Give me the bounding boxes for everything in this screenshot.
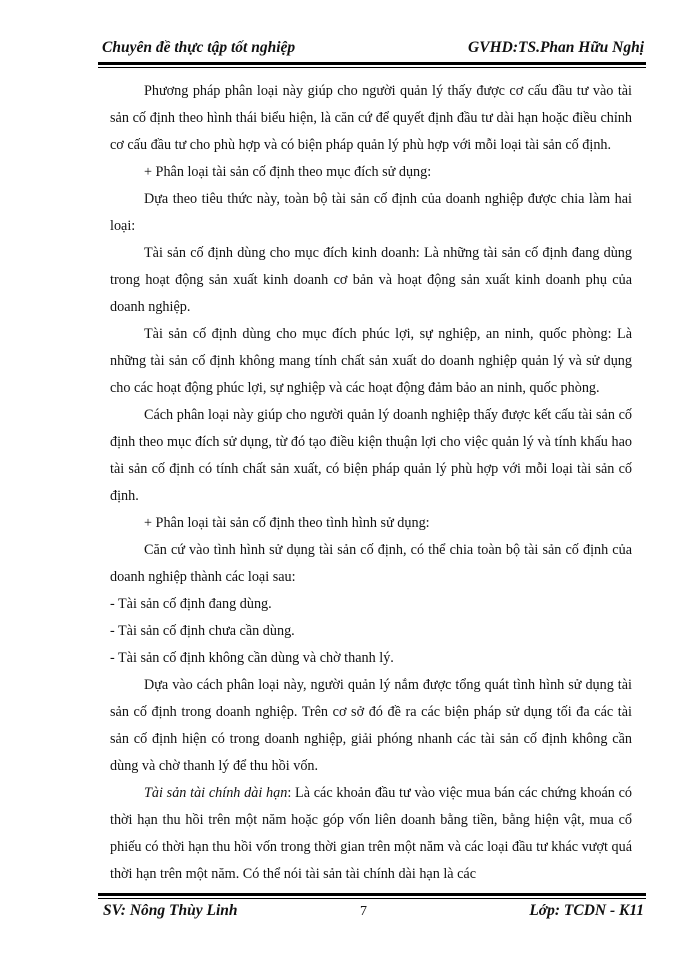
paragraph: Tài sản cố định dùng cho mục đích phúc lợi, sự nghiệp, an ninh, quốc phòng: Là những tài sản cố định không mang tính chất sản xuất do doanh nghiệp quản lý và sử dụng cho các hoạt động phúc lợi, sự nghiệp và các hoạt động đảm bảo an ninh, quốc phòng. bbox=[110, 326, 632, 396]
document-body bbox=[110, 78, 632, 888]
footer-student: SV: Nông Thùy Linh bbox=[103, 902, 238, 919]
paragraph bbox=[110, 780, 632, 888]
paragraph: Cách phân loại này giúp cho người quản lý doanh nghiệp thấy được kết cấu tài sản cố định theo mục đích sử dụng, từ đó tạo điều kiện thuận lợi cho việc quản lý và tính khấu hao tài sản cố định có tính chất sản xuất, có biện pháp quản lý phù hợp với mỗi loại tài sản cố định. bbox=[110, 407, 632, 504]
paragraph: Căn cứ vào tình hình sử dụng tài sản cố định, có thể chia toàn bộ tài sản cố định của doanh nghiệp thành các loại sau: bbox=[110, 542, 632, 585]
list-item: - Tài sản cố định chưa cần dùng. bbox=[110, 623, 295, 639]
list-item: - Tài sản cố định không cần dùng và chờ thanh lý. bbox=[110, 650, 394, 666]
header-title: Chuyên đề thực tập tốt nghiệp bbox=[102, 39, 296, 56]
footer-divider bbox=[98, 893, 646, 899]
page-header bbox=[98, 37, 644, 63]
section-heading: + Phân loại tài sản cố định theo mục đích sử dụng: bbox=[144, 164, 432, 180]
term-definition: : Là các khoản đầu tư vào việc mua bán các chứng khoán có thời hạn thu hồi trên một năm hoặc góp vốn liên doanh bằng tiền, bằng hiện vật, mua cổ phiếu có thời hạn thu hồi vốn trong thời gian trên một năm và các loại đầu tư khác vượt quá thời hạn trên một năm. Có thể nói tài sản tài chính dài hạn là các bbox=[110, 785, 632, 882]
paragraph: Dựa theo tiêu thức này, toàn bộ tài sản cố định của doanh nghiệp được chia làm hai loại: bbox=[110, 191, 632, 234]
page-footer bbox=[98, 900, 646, 926]
footer-class: Lớp: TCDN - K11 bbox=[529, 902, 644, 919]
term-lead: Tài sản tài chính dài hạn bbox=[144, 785, 288, 801]
list-item: - Tài sản cố định đang dùng. bbox=[110, 596, 272, 612]
header-divider bbox=[98, 62, 646, 68]
section-heading: + Phân loại tài sản cố định theo tình hình sử dụng: bbox=[144, 515, 430, 531]
paragraph: Dựa vào cách phân loại này, người quản lý nắm được tổng quát tình hình sử dụng tài sản cố định trong doanh nghiệp. Trên cơ sở đó đề ra các biện pháp sử dụng tối đa các tài sản cố định hiện có trong doanh nghiệp, giải phóng nhanh các tài sản cố định không cần dùng và chờ thanh lý để thu hồi vốn. bbox=[110, 677, 632, 774]
header-advisor: GVHD:TS.Phan Hữu Nghị bbox=[468, 39, 644, 56]
paragraph: Tài sản cố định dùng cho mục đích kinh doanh: Là những tài sản cố định đang dùng trong hoạt động sản xuất kinh doanh cơ bản và hoạt động sản xuất kinh doanh phụ của doanh nghiệp. bbox=[110, 245, 632, 315]
paragraph: Phương pháp phân loại này giúp cho người quản lý thấy được cơ cấu đầu tư vào tài sản cố định theo hình thái biểu hiện, là căn cứ để quyết định đầu tư dài hạn hoặc điều chỉnh cơ cấu đầu tư cho phù hợp và có biện pháp quản lý phù hợp với mỗi loại tài sản cố định. bbox=[110, 83, 632, 153]
page-number: 7 bbox=[360, 904, 367, 919]
